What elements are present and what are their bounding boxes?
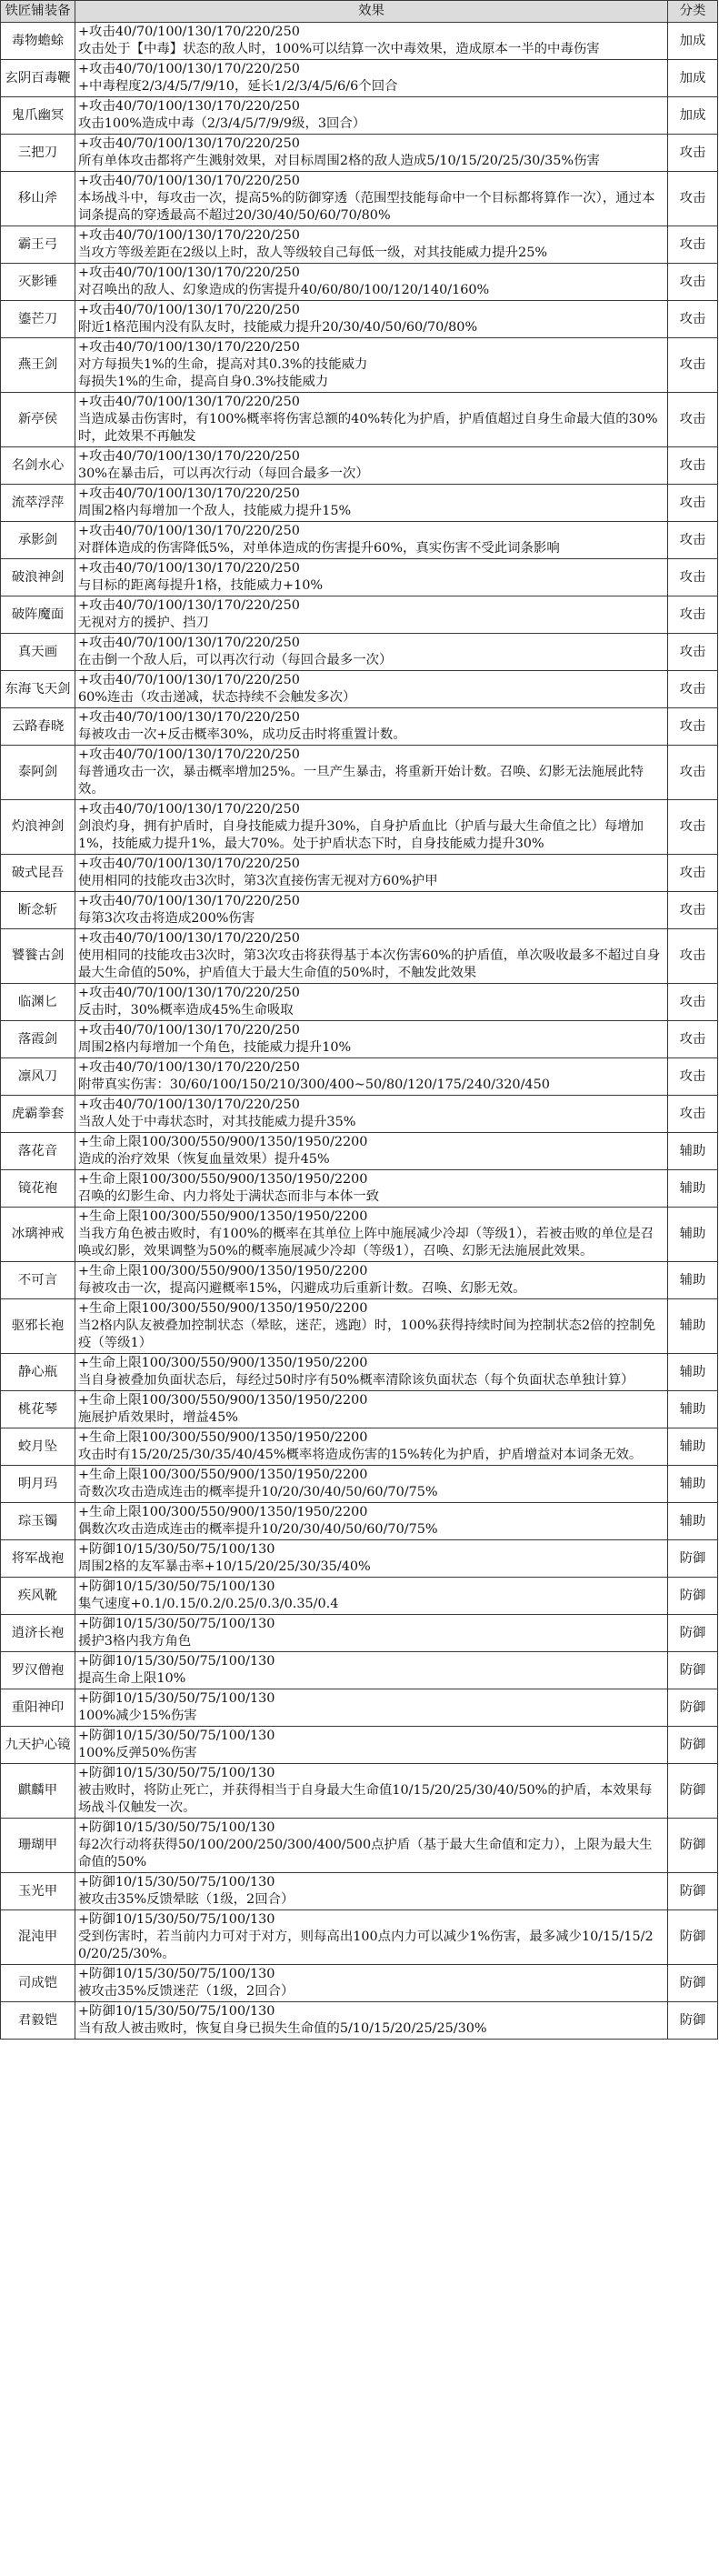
equipment-type: 辅助 [668,1170,718,1208]
effect-line: 使用相同的技能攻击3次时，第3次攻击将获得基于本次伤害60%的护盾值，单次吸收最多不超过自身最大生命值的50%，护盾值大于最大生命值的50%时，不触发此效果 [78,948,661,980]
effect-line: 100%减少15%伤害 [78,1709,197,1723]
equipment-effect [75,1133,668,1170]
effect-line: +生命上限100/300/550/900/1350/1950/2200 [78,1468,368,1482]
equipment-name: 名剑水心 [1,447,75,485]
equipment-type: 防御 [668,1873,718,1910]
equipment-name: 明月玛 [1,1466,75,1503]
effect-line: +生命上限100/300/550/900/1350/1950/2200 [78,1505,368,1519]
effect-line: +生命上限100/300/550/900/1350/1950/2200 [78,1393,368,1408]
equipment-effect [75,338,668,393]
effect-line: 每2次行动将获得50/100/200/250/300/400/500点护盾（基于最大生命值和定力），上限为最大生命值的50% [78,1838,653,1869]
equipment-effect [75,172,668,226]
equipment-type: 攻击 [668,984,718,1021]
equipment-name: 玄阴百毒鞭 [1,60,75,97]
table-row [1,1391,718,1428]
table-row [1,1652,718,1689]
table-row [1,855,718,892]
equipment-type: 攻击 [668,447,718,485]
equipment-type: 攻击 [668,338,718,393]
equipment-effect [75,892,668,929]
table-row [1,1096,718,1133]
effect-line: 反击时，30%概率造成45%生命吸取 [78,1003,294,1017]
equipment-name: 凛风刀 [1,1058,75,1096]
table-row [1,393,718,447]
effect-line: +攻击40/70/100/130/170/220/250 [78,449,300,464]
equipment-name: 君毅铠 [1,2002,75,2040]
equipment-effect [75,984,668,1021]
effect-line: 周围2格内每增加一个敌人，技能威力提升15% [78,504,352,518]
table-row [1,671,718,708]
table-row [1,746,718,800]
table-row [1,1021,718,1058]
table-row [1,1503,718,1540]
effect-line: +攻击40/70/100/130/170/220/250 [78,228,300,243]
equipment-type: 攻击 [668,892,718,929]
effect-line: +攻击40/70/100/130/170/220/250 [78,931,300,946]
equipment-name: 落花音 [1,1133,75,1170]
equipment-effect [75,1965,668,2002]
effect-line: 每普通攻击一次，暴击概率增加25%。一旦产生暴击，将重新开始计数。召唤、幻影无法施展此特效。 [78,765,644,797]
equipment-type: 防御 [668,1965,718,2002]
equipment-name: 破式昆吾 [1,855,75,892]
equipment-name: 混沌甲 [1,1910,75,1965]
equipment-type: 辅助 [668,1262,718,1299]
table-row [1,1578,718,1615]
effect-line: 附近1格范围内没有队友时，技能威力提升20/30/40/50/60/70/80% [78,320,478,335]
equipment-type: 攻击 [668,301,718,338]
table-row [1,1819,718,1873]
effect-line: +生命上限100/300/550/900/1350/1950/2200 [78,1356,368,1370]
table-row [1,1727,718,1764]
effect-line: 被攻击35%反馈晕眩（1级，2回合） [78,1892,295,1907]
equipment-name: 移山斧 [1,172,75,226]
equipment-type: 防御 [668,1689,718,1727]
effect-line: +攻击40/70/100/130/170/220/250 [78,62,300,76]
equipment-type: 攻击 [668,746,718,800]
equipment-name: 不可言 [1,1262,75,1299]
equipment-name: 驱邪长袍 [1,1299,75,1354]
equipment-type: 攻击 [668,559,718,596]
equipment-effect [75,1096,668,1133]
equipment-effect [75,1391,668,1428]
equipment-type: 攻击 [668,135,718,172]
table-row [1,892,718,929]
equipment-effect [75,1652,668,1689]
effect-line: 当我方角色被击败时，有100%的概率在其单位上阵中施展减少冷却（等级1），若被击败的单位是召唤或幻影，效果调整为50%的概率施展减少冷却（等级1），召唤、幻影无法施展此效果。 [78,1227,654,1258]
equipment-name: 玉光甲 [1,1873,75,1910]
equipment-type: 防御 [668,1540,718,1578]
effect-line: 奇数次攻击造成连击的概率提升10/20/30/40/50/60/70/75% [78,1485,438,1499]
effect-line: +攻击40/70/100/130/170/220/250 [78,894,300,908]
effect-line: +攻击40/70/100/130/170/220/250 [78,395,300,409]
effect-line: 周围2格内每增加一个角色，技能威力提升10% [78,1040,352,1055]
effect-line: +生命上限100/300/550/900/1350/1950/2200 [78,1301,368,1316]
equipment-effect [75,1873,668,1910]
effect-line: +攻击40/70/100/130/170/220/250 [78,636,300,650]
effect-line: 每被攻击一次+反击概率30%，成功反击时将重置计数。 [78,727,406,742]
equipment-type: 攻击 [668,671,718,708]
table-row [1,1910,718,1965]
equipment-name: 鎏芒刀 [1,301,75,338]
effect-line: +防御10/15/30/50/75/100/130 [78,1617,275,1631]
effect-line: +防御10/15/30/50/75/100/130 [78,1542,275,1557]
equipment-effect [75,1819,668,1873]
equipment-name: 灼浪神剑 [1,800,75,855]
equipment-name: 断念斩 [1,892,75,929]
equipment-effect [75,596,668,634]
equipment-name: 罗汉僧袍 [1,1652,75,1689]
equipment-effect [75,1910,668,1965]
equipment-effect [75,301,668,338]
effect-line: +防御10/15/30/50/75/100/130 [78,1875,275,1889]
equipment-name: 霸王弓 [1,226,75,264]
equipment-type: 防御 [668,1578,718,1615]
equipment-name: 破阵魔面 [1,596,75,634]
effect-line: 100%反弹50%伤害 [78,1746,197,1760]
equipment-type: 攻击 [668,393,718,447]
table-row [1,1615,718,1652]
equipment-name: 流萃浮萍 [1,485,75,522]
table-row [1,559,718,596]
effect-line: 集气速度+0.1/0.15/0.2/0.25/0.3/0.35/0.4 [78,1597,339,1611]
table-row [1,1428,718,1466]
effect-line: 造成的治疗效果（恢复血量效果）提升45% [78,1152,330,1167]
equipment-name: 承影剑 [1,522,75,559]
equipment-type: 攻击 [668,1096,718,1133]
effect-line: 当自身被叠加负面状态后，每经过50时序有50%概率清除该负面状态（每个负面状态单独计算） [78,1373,634,1388]
equipment-effect [75,97,668,135]
effect-line: +攻击40/70/100/130/170/220/250 [78,266,300,280]
equipment-type: 辅助 [668,1299,718,1354]
effect-line: +攻击40/70/100/130/170/220/250 [78,561,300,576]
equipment-name: 司成铠 [1,1965,75,2002]
effect-line: +防御10/15/30/50/75/100/130 [78,1579,275,1594]
effect-line: 当有敌人被击败时，恢复自身已损失生命值的5/10/15/20/25/25/30% [78,2021,487,2036]
effect-line: 当攻方等级差距在2级以上时，敌人等级较自己每低一级，对其技能威力提升25% [78,246,548,260]
equipment-type: 辅助 [668,1354,718,1391]
effect-line: +防御10/15/30/50/75/100/130 [78,2004,275,2019]
table-row [1,135,718,172]
effect-line: 与目标的距离每提升1格，技能威力+10% [78,578,324,593]
equipment-type: 攻击 [668,929,718,984]
equipment-type: 辅助 [668,1208,718,1262]
equipment-type: 攻击 [668,596,718,634]
effect-line: +攻击40/70/100/130/170/220/250 [78,710,300,725]
equipment-effect [75,1428,668,1466]
table-row [1,984,718,1021]
effect-line: +攻击40/70/100/130/170/220/250 [78,174,300,188]
equipment-name: 饕餮古剑 [1,929,75,984]
effect-line: +生命上限100/300/550/900/1350/1950/2200 [78,1135,368,1149]
equipment-name: 重阳神印 [1,1689,75,1727]
equipment-effect [75,1727,668,1764]
effect-line: +攻击40/70/100/130/170/220/250 [78,303,300,317]
header-name: 铁匠铺装备 [1,1,75,23]
equipment-effect [75,23,668,60]
table-row [1,1689,718,1727]
table-row [1,708,718,746]
table-row [1,60,718,97]
equipment-type: 攻击 [668,800,718,855]
effect-line: +防御10/15/30/50/75/100/130 [78,1654,275,1669]
effect-line: 施展护盾效果时，增益45% [78,1410,238,1425]
equipment-effect [75,1262,668,1299]
equipment-name: 灭影锤 [1,264,75,301]
equipment-type: 攻击 [668,708,718,746]
effect-line: +攻击40/70/100/130/170/220/250 [78,340,300,355]
table-row [1,301,718,338]
equipment-effect [75,559,668,596]
equipment-name: 疾风靴 [1,1578,75,1615]
equipment-effect [75,800,668,855]
header-row [1,1,718,23]
effect-line: +攻击40/70/100/130/170/220/250 [78,598,300,613]
equipment-effect [75,522,668,559]
equipment-type: 攻击 [668,1021,718,1058]
equipment-name: 麒麟甲 [1,1764,75,1819]
equipment-effect [75,1170,668,1208]
effect-line: +防御10/15/30/50/75/100/130 [78,1912,275,1927]
effect-line: 60%连击（攻击递减，状态持续不会触发多次） [78,690,356,705]
table-row [1,1873,718,1910]
effect-line: 当造成暴击伤害时，有100%概率将伤害总额的40%转化为护盾，护盾值超过自身生命最大值的30%时，此效果不再触发 [78,412,658,444]
equipment-name: 虎霸拳套 [1,1096,75,1133]
effect-line: +防御10/15/30/50/75/100/130 [78,1766,275,1780]
table-row [1,1540,718,1578]
effect-line: 周围2格的友军暴击率+10/15/20/25/30/35/40% [78,1559,371,1574]
effect-line: +生命上限100/300/550/900/1350/1950/2200 [78,1264,368,1278]
effect-line: +攻击40/70/100/130/170/220/250 [78,486,300,501]
effect-line: 所有单体攻击都将产生溅射效果，对目标周围2格的敌人造成5/10/15/20/25/30/35%伤害 [78,154,600,168]
equipment-type: 攻击 [668,485,718,522]
equipment-type: 防御 [668,1652,718,1689]
table-row [1,1170,718,1208]
equipment-name: 静心瓶 [1,1354,75,1391]
effect-line: 剑浪灼身，拥有护盾时，自身技能威力提升30%，自身护盾血比（护盾与最大生命值之比）每增加1%，技能威力提升1%，最大70%。处于护盾状态下时，自身技能威力提升30% [78,819,644,851]
table-row [1,338,718,393]
equipment-name: 镜花袍 [1,1170,75,1208]
effect-line: 当2格内队友被叠加控制状态（晕眩，迷茫，逃跑）时，100%获得持续时间为控制状态2倍的控制免疫（等级1） [78,1318,656,1350]
effect-line: 对召唤出的敌人、幻象造成的伤害提升40/60/80/100/120/140/160% [78,283,490,297]
effect-line: 受到伤害时，若当前内力可对于对方，则每高出100点内力可以减少1%伤害，最多减少10/15/15/20/20/25/30%。 [78,1929,654,1961]
effect-line: 被攻击35%反馈迷茫（1级，2回合） [78,1984,295,1999]
effect-line: 在击倒一个敌人后，可以再次行动（每回合最多一次） [78,653,393,667]
equipment-effect [75,1021,668,1058]
table-row [1,2002,718,2040]
effect-line: +防御10/15/30/50/75/100/130 [78,1729,275,1743]
effect-line: +生命上限100/300/550/900/1350/1950/2200 [78,1430,368,1445]
table-row [1,634,718,671]
table-row [1,485,718,522]
effect-line: 提高生命上限10% [78,1671,186,1686]
equipment-type: 攻击 [668,226,718,264]
equipment-effect [75,855,668,892]
equipment-name: 冰璃神戒 [1,1208,75,1262]
table-row [1,1208,718,1262]
equipment-name: 破浪神剑 [1,559,75,596]
equipment-effect [75,929,668,984]
effect-line: 每损失1%的生命，提高自身0.3%技能威力 [78,375,329,389]
equipment-name: 云路春晓 [1,708,75,746]
equipment-effect [75,1058,668,1096]
effect-line: 攻击处于【中毒】状态的敌人时，100%可以结算一次中毒效果，造成原本一半的中毒伤害 [78,42,600,56]
equipment-effect [75,485,668,522]
effect-line: +攻击40/70/100/130/170/220/250 [78,136,300,151]
equipment-name: 将军战袍 [1,1540,75,1578]
effect-line: +防御10/15/30/50/75/100/130 [78,1691,275,1706]
table-row [1,1466,718,1503]
equipment-name: 三把刀 [1,135,75,172]
table-row [1,1354,718,1391]
equipment-type: 防御 [668,1615,718,1652]
equipment-type: 加成 [668,97,718,135]
table-row [1,929,718,984]
equipment-name: 珊瑚甲 [1,1819,75,1873]
equipment-type: 加成 [668,60,718,97]
table-row [1,1133,718,1170]
effect-line: 每第3次攻击将造成200%伤害 [78,911,255,926]
equipment-effect [75,1354,668,1391]
equipment-effect [75,1615,668,1652]
equipment-effect [75,447,668,485]
equipment-type: 攻击 [668,522,718,559]
effect-line: 附带真实伤害：30/60/100/150/210/300/400~50/80/120/175/240/320/450 [78,1078,550,1092]
equipment-type: 攻击 [668,264,718,301]
table-row [1,1299,718,1354]
equipment-type: 防御 [668,1819,718,1873]
equipment-type: 攻击 [668,1058,718,1096]
equipment-effect [75,1208,668,1262]
effect-line: 攻击时有15/20/25/30/35/40/45%概率将造成伤害的15%转化为护盾，护盾增益对本词条无效。 [78,1448,643,1462]
effect-line: 对群体造成的伤害降低5%，对单体造成的伤害提升60%，真实伤害不受此词条影响 [78,541,560,556]
effect-line: 当敌人处于中毒状态时，对其技能威力提升35% [78,1115,356,1129]
equipment-name: 临渊匕 [1,984,75,1021]
effect-line: 本场战斗中，每攻击一次，提高5%的防御穿透（范围型技能每命中一个目标都将算作一次），通过本词条提高的穿透最高不超过20/30/40/50/60/70/80% [78,191,655,223]
table-row [1,1058,718,1096]
effect-line: +生命上限100/300/550/900/1350/1950/2200 [78,1172,368,1187]
equipment-effect [75,2002,668,2040]
effect-line: +攻击40/70/100/130/170/220/250 [78,524,300,538]
equipment-effect [75,60,668,97]
equipment-type: 防御 [668,2002,718,2040]
equipment-name: 燕王剑 [1,338,75,393]
equipment-name: 真天画 [1,634,75,671]
effect-line: 被击败时，将防止死亡，并获得相当于自身最大生命值10/15/20/25/30/40/50%的护盾，本效果每场战斗仅触发一次。 [78,1783,653,1815]
header-effect: 效果 [75,1,668,23]
equipment-effect [75,393,668,447]
equipment-type: 攻击 [668,855,718,892]
equipment-effect [75,1299,668,1354]
effect-line: +中毒程度2/3/4/5/7/9/10，延长1/2/3/4/5/6/6个回合 [78,79,398,94]
equipment-effect [75,1466,668,1503]
table-row [1,522,718,559]
effect-line: 对方每损失1%的生命，提高对其0.3%的技能威力 [78,357,368,372]
equipment-effect [75,671,668,708]
equipment-name: 鬼爪幽冥 [1,97,75,135]
table-row [1,1262,718,1299]
equipment-effect [75,1578,668,1615]
table-row [1,800,718,855]
effect-line: 攻击100%造成中毒（2/3/4/5/7/9/9级，3回合） [78,116,366,131]
equipment-type: 防御 [668,1727,718,1764]
table-row [1,447,718,485]
effect-line: +生命上限100/300/550/900/1350/1950/2200 [78,1209,368,1224]
table-row [1,226,718,264]
effect-line: 30%在暴击后，可以再次行动（每回合最多一次） [78,466,369,481]
table-row [1,1764,718,1819]
effect-line: +攻击40/70/100/130/170/220/250 [78,673,300,687]
header-type: 分类 [668,1,718,23]
equipment-effect [75,746,668,800]
equipment-effect [75,264,668,301]
effect-line: 每被攻击一次，提高闪避概率15%，闪避成功后重新计数。召唤、幻影无效。 [78,1281,526,1296]
effect-line: 使用相同的技能攻击3次时，第3次直接伤害无视对方60%护甲 [78,874,438,888]
equipment-name: 蛟月坠 [1,1428,75,1466]
equipment-name: 毒物蟾蜍 [1,23,75,60]
effect-line: 偶数次攻击造成连击的概率提升10/20/30/40/50/60/70/75% [78,1522,438,1537]
equipment-name: 九天护心镜 [1,1727,75,1764]
equipment-type: 攻击 [668,172,718,226]
effect-line: +攻击40/70/100/130/170/220/250 [78,802,300,817]
equipment-type: 辅助 [668,1391,718,1428]
effect-line: +攻击40/70/100/130/170/220/250 [78,1098,300,1112]
effect-line: +攻击40/70/100/130/170/220/250 [78,25,300,39]
equipment-name: 新亭侯 [1,393,75,447]
equipment-name: 琮玉镯 [1,1503,75,1540]
equipment-effect [75,708,668,746]
table-row [1,97,718,135]
table-row [1,596,718,634]
table-row [1,23,718,60]
table-row [1,264,718,301]
equipment-effect [75,1764,668,1819]
equipment-type: 辅助 [668,1133,718,1170]
effect-line: +防御10/15/30/50/75/100/130 [78,1820,275,1835]
equipment-type: 攻击 [668,634,718,671]
equipment-effect [75,1503,668,1540]
effect-line: +防御10/15/30/50/75/100/130 [78,1967,275,1981]
table-row [1,1965,718,2002]
equipment-effect [75,1689,668,1727]
equipment-name: 泰阿剑 [1,746,75,800]
equipment-name: 桃花琴 [1,1391,75,1428]
equipment-type: 加成 [668,23,718,60]
effect-line: +攻击40/70/100/130/170/220/250 [78,1060,300,1075]
equipment-effect [75,135,668,172]
equipment-type: 防御 [668,1764,718,1819]
equipment-name: 逍济长袍 [1,1615,75,1652]
equipment-type: 防御 [668,1910,718,1965]
effect-line: +攻击40/70/100/130/170/220/250 [78,99,300,114]
equipment-name: 东海飞天剑 [1,671,75,708]
effect-line: +攻击40/70/100/130/170/220/250 [78,986,300,1000]
equipment-effect [75,226,668,264]
effect-line: +攻击40/70/100/130/170/220/250 [78,1023,300,1037]
table-row [1,172,718,226]
effect-line: 召唤的幻影生命、内力将处于满状态而非与本体一致 [78,1189,379,1204]
equipment-effect [75,634,668,671]
equipment-type: 辅助 [668,1428,718,1466]
effect-line: 无视对方的援护、挡刀 [78,616,209,630]
equipment-effect [75,1540,668,1578]
equipment-type: 辅助 [668,1466,718,1503]
effect-line: +攻击40/70/100/130/170/220/250 [78,857,300,871]
effect-line: 援护3格内我方角色 [78,1634,192,1649]
equipment-type: 辅助 [668,1503,718,1540]
equipment-name: 落霞剑 [1,1021,75,1058]
effect-line: +攻击40/70/100/130/170/220/250 [78,747,300,762]
